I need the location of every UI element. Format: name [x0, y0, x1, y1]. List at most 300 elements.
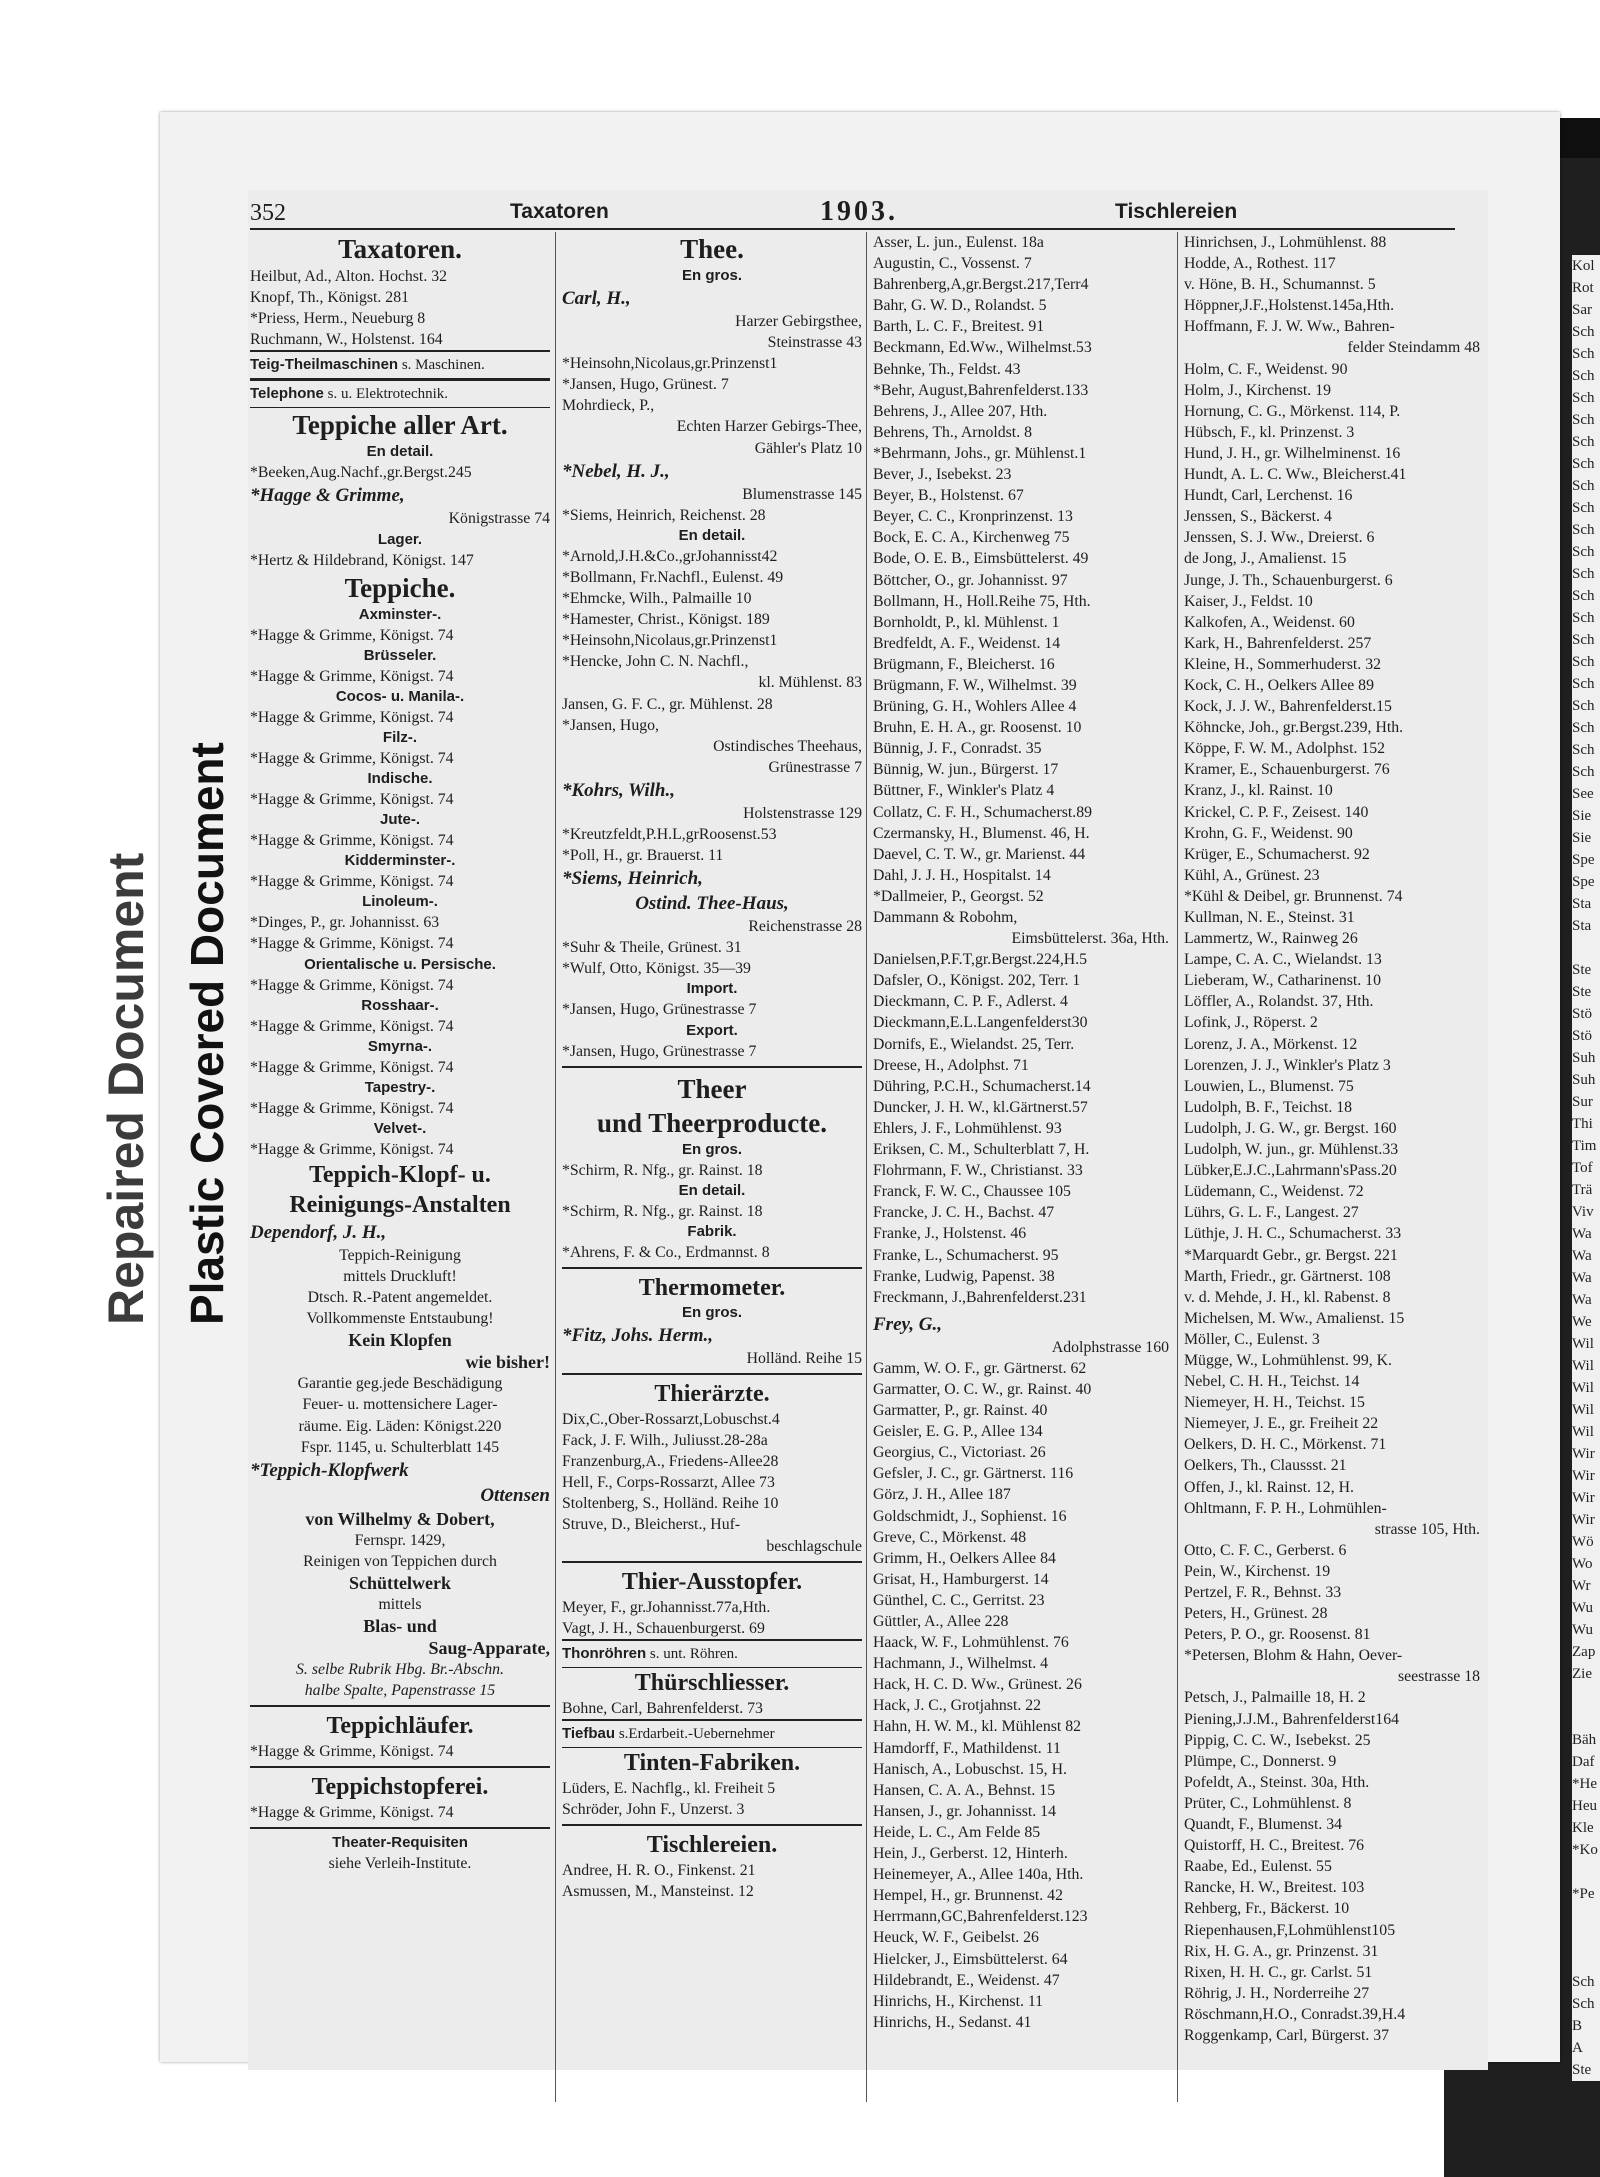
featured-entry: Ottensen	[480, 1484, 550, 1506]
directory-entry: *Hamester, Christ., Königst. 189	[562, 611, 770, 629]
entry-continuation: felder Steindamm 48	[1347, 339, 1480, 357]
directory-entry: Gefsler, J. C., gr. Gärtnerst. 116	[873, 1465, 1074, 1483]
adjacent-page-fragment: Sch	[1572, 434, 1595, 450]
directory-entry: Lieberam, W., Catharinenst. 10	[1184, 972, 1381, 990]
directory-entry: Kalkofen, A., Weidenst. 60	[1184, 613, 1355, 631]
featured-entry: *Fitz, Johs. Herm.,	[562, 1324, 713, 1346]
featured-entry: Frey, G.,	[873, 1313, 942, 1335]
cross-reference	[250, 350, 550, 379]
directory-entry: Petsch, J., Palmaille 18, H. 2	[1184, 1689, 1366, 1707]
adjacent-page-fragment: Sch	[1572, 698, 1595, 714]
directory-entry: Bever, J., Isebekst. 23	[873, 466, 1012, 484]
directory-entry: v. Höne, B. H., Schumannst. 5	[1184, 276, 1376, 294]
directory-entry: Kullman, N. E., Steinst. 31	[1184, 909, 1355, 926]
adjacent-page-fragment: *Pe	[1572, 1886, 1595, 1902]
directory-entry: Collatz, C. F. H., Schumacherst.89	[873, 803, 1092, 821]
directory-entry: Eriksen, C. M., Schulterblatt 7, H.	[873, 1141, 1090, 1159]
sidebar-main-label: Plastic Covered Document	[181, 742, 233, 1325]
directory-entry: Hack, H. C. D. Ww., Grünest. 26	[873, 1676, 1082, 1694]
directory-entry: de Jong, J., Amalienst. 15	[1184, 550, 1347, 568]
adjacent-page-fragment: Stö	[1572, 1006, 1593, 1022]
directory-entry: *Priess, Herm., Neueburg 8	[250, 310, 426, 328]
directory-entry: Hornung, C. G., Mörkenst. 114, P.	[1184, 402, 1401, 420]
adjacent-page-fragment: Wir	[1572, 1468, 1595, 1484]
directory-entry: Ehlers, J. F., Lohmühlenst. 93	[873, 1119, 1062, 1137]
directory-entry: Hansen, J., gr. Johannisst. 14	[873, 1802, 1056, 1820]
directory-entry: Brügmann, F. W., Wilhelmst. 39	[873, 676, 1077, 694]
directory-entry: Augustin, C., Vossenst. 7	[873, 255, 1032, 273]
directory-entry: Heilbut, Ad., Alton. Hochst. 32	[250, 268, 448, 285]
directory-entry: Struve, D., Bleicherst., Huf-	[562, 1516, 741, 1534]
adjacent-page-fragment: Sch	[1572, 632, 1595, 648]
cross-reference	[562, 1719, 862, 1748]
advert-line: Fernspr. 1429,	[354, 1531, 446, 1549]
directory-entry: Lofink, J., Röperst. 2	[1184, 1014, 1318, 1032]
directory-entry: *Hagge & Grimme, Königst. 74	[250, 1017, 454, 1035]
directory-entry: Bruhn, E. H. A., gr. Roosenst. 10	[873, 719, 1082, 737]
directory-entry: Dafsler, O., Königst. 202, Terr. 1	[873, 972, 1081, 990]
entry-continuation: Steinstrasse 43	[767, 334, 862, 352]
directory-entry: Lüdemann, C., Weidenst. 72	[1184, 1183, 1364, 1201]
adjacent-page-fragment: Wr	[1572, 1578, 1591, 1594]
directory-entry: Kaiser, J., Feldst. 10	[1184, 592, 1313, 610]
directory-entry: Riepenhausen,F,Lohmühlenst105	[1184, 1921, 1396, 1939]
directory-entry: Rixen, H. H. C., gr. Carlst. 51	[1184, 1963, 1373, 1981]
advert-headline: Blas- und	[363, 1616, 437, 1636]
directory-entry: Hielcker, J., Eimsbüttelerst. 64	[873, 1950, 1068, 1968]
adjacent-page-fragment: *He	[1572, 1776, 1597, 1792]
directory-entry: *Behrmann, Johs., gr. Mühlenst.1	[873, 444, 1087, 462]
directory-entry: Czermansky, H., Blumenst. 46, H.	[873, 824, 1090, 842]
section-heading: Teppiche.	[344, 572, 456, 603]
adjacent-page-fragment: Wil	[1572, 1380, 1594, 1396]
directory-entry: Lampe, C. A. C., Wielandst. 13	[1184, 951, 1382, 969]
directory-entry: Herrmann,GC,Bahrenfelderst.123	[873, 1908, 1088, 1926]
directory-entry: Behrens, J., Allee 207, Hth.	[873, 402, 1048, 420]
entry-continuation: kl. Mühlenst. 83	[758, 674, 862, 692]
subheading: Filz-.	[382, 728, 418, 746]
directory-entry: Lüders, E. Nachflg., kl. Freiheit 5	[562, 1779, 776, 1797]
section-heading: Teppichläufer.	[250, 1705, 550, 1741]
directory-entry: *Kühl & Deibel, gr. Brunnenst. 74	[1184, 887, 1403, 905]
adjacent-page-fragment: Viv	[1572, 1204, 1594, 1220]
advert-line: räume. Eig. Läden: Königst.220	[298, 1417, 502, 1435]
directory-entry: Barth, L. C. F., Breitest. 91	[873, 318, 1045, 336]
directory-entry: Kranz, J., kl. Rainst. 10	[1184, 782, 1333, 800]
section-heading: Thier-Ausstopfer.	[562, 1561, 862, 1597]
directory-entry: *Poll, H., gr. Brauerst. 11	[562, 847, 724, 865]
directory-entry: *Wulf, Otto, Königst. 35—39	[562, 960, 751, 978]
adjacent-page-fragment: We	[1572, 1314, 1592, 1330]
directory-entry: Hein, J., Gerberst. 12, Hinterh.	[873, 1845, 1068, 1863]
directory-entry: Niemeyer, J. E., gr. Freiheit 22	[1184, 1415, 1379, 1433]
adjacent-page-fragment: Sch	[1572, 1974, 1595, 1990]
subheading: Axminster-.	[358, 605, 442, 623]
directory-entry: Quistorff, H. C., Breitest. 76	[1184, 1837, 1365, 1855]
directory-entry: Hahn, H. W. M., kl. Mühlenst 82	[873, 1718, 1081, 1736]
directory-entry: *Dallmeier, P., Georgst. 52	[873, 887, 1044, 905]
adjacent-page-fragment: Spe	[1572, 874, 1595, 890]
directory-entry: Heide, L. C., Am Felde 85	[873, 1823, 1041, 1841]
entry-continuation: beschlagschule	[766, 1537, 862, 1555]
directory-entry: Bahrenberg,A,gr.Bergst.217,Terr4	[873, 276, 1089, 294]
directory-entry: Dreese, H., Adolphst. 71	[873, 1056, 1029, 1074]
directory-entry: Flohrmann, F. W., Christianst. 33	[873, 1162, 1083, 1180]
directory-entry: Hamdorff, F., Mathildenst. 11	[873, 1739, 1061, 1757]
adjacent-page-fragment: Wir	[1572, 1512, 1595, 1528]
adjacent-page-fragment: Sch	[1572, 368, 1595, 384]
entry-continuation: Echten Harzer Gebirgs-Thee,	[676, 418, 862, 436]
directory-entry: *Hagge & Grimme, Königst. 74	[250, 832, 454, 850]
adjacent-page-fragment: Wil	[1572, 1402, 1594, 1418]
directory-entry: Quandt, F., Blumenst. 34	[1184, 1816, 1343, 1834]
directory-entry: Roggenkamp, Carl, Bürgerst. 37	[1184, 2026, 1390, 2044]
column-1	[250, 232, 550, 1874]
page-header	[250, 188, 1480, 228]
directory-entry: *Hagge & Grimme, Königst. 74	[250, 1058, 454, 1076]
directory-entry: Hildebrandt, E., Weidenst. 47	[873, 1971, 1060, 1989]
adjacent-page-fragment: Ste	[1572, 962, 1592, 978]
directory-entry: Hinrichs, H., Kirchenst. 11	[873, 1992, 1044, 2010]
header-year: 1903.	[820, 196, 898, 227]
adjacent-page-fragment: Suh	[1572, 1072, 1596, 1088]
column-divider	[555, 232, 556, 2102]
featured-entry: Carl, H.,	[562, 288, 631, 309]
featured-entry: *Siems, Heinrich,	[562, 868, 703, 890]
directory-entry: Hodde, A., Rothest. 117	[1184, 255, 1336, 273]
adjacent-page-fragment: Sch	[1572, 324, 1595, 340]
adjacent-page-fragment: Tof	[1572, 1160, 1593, 1176]
directory-entry: Daevel, C. T. W., gr. Marienst. 44	[873, 845, 1086, 863]
adjacent-page-fragment: Sch	[1572, 500, 1595, 516]
directory-entry: Röhrig, J. H., Norderreihe 27	[1184, 1984, 1370, 2002]
directory-entry: Andree, H. R. O., Finkenst. 21	[562, 1862, 756, 1880]
subheading: En detail.	[678, 1181, 746, 1199]
adjacent-page-fragment	[1572, 1905, 1600, 1927]
directory-entry: Beyer, C. C., Kronprinzenst. 13	[873, 508, 1073, 526]
section-heading: Teppiche aller Art.	[292, 410, 508, 441]
cross-reference-target: s. Maschinen.	[398, 357, 485, 374]
directory-entry: Krüger, E., Schumacherst. 92	[1184, 845, 1370, 863]
directory-entry: Lübker,E.J.C.,Lahrmann'sPass.20	[1184, 1162, 1397, 1180]
section-heading: Thürschliesser.	[634, 1669, 790, 1696]
directory-entry: Rehberg, Fr., Bäckerst. 10	[1184, 1900, 1350, 1918]
directory-entry: *Jansen, Hugo,	[562, 716, 659, 734]
cross-reference-term: Telephone	[250, 385, 324, 403]
directory-entry: *Petersen, Blohm & Hahn, Oever-	[1184, 1647, 1403, 1665]
directory-entry: Ludolph, B. F., Teichst. 18	[1184, 1098, 1353, 1116]
section-heading: und Theerproducte.	[596, 1107, 828, 1138]
directory-entry: Brügmann, F., Bleicherst. 16	[873, 655, 1055, 673]
subheading: Linoleum-.	[362, 893, 438, 911]
directory-entry: Ruchmann, W., Holstenst. 164	[250, 331, 443, 349]
entry-continuation: Blumenstrasse 145	[742, 485, 862, 503]
directory-entry: *Siems, Heinrich, Reichenst. 28	[562, 506, 766, 524]
adjacent-page-fragment: Sch	[1572, 544, 1595, 560]
adjacent-page-fragment: See	[1572, 786, 1594, 802]
advert-line: Feuer- u. mottensichere Lager-	[302, 1396, 498, 1414]
adjacent-page-fragment: Kle	[1572, 1820, 1594, 1836]
directory-entry: *Hagge & Grimme, Königst. 74	[250, 873, 454, 891]
adjacent-page-fragment: Daf	[1572, 1754, 1595, 1770]
section-heading: Taxatoren.	[338, 234, 462, 264]
directory-entry: Görz, J. H., Allee 187	[873, 1486, 1011, 1504]
section-heading: Tischlereien.	[562, 1824, 862, 1860]
adjacent-page-fragment: Sie	[1572, 830, 1592, 846]
cross-reference-term: Tiefbau	[562, 1724, 616, 1742]
advert-headline: Kein Klopfen	[348, 1330, 452, 1351]
directory-entry: Garmatter, O. C. W., gr. Rainst. 40	[873, 1380, 1092, 1398]
directory-entry: Behrens, Th., Arnoldst. 8	[873, 423, 1032, 441]
adjacent-page-fragment: Sta	[1572, 896, 1592, 912]
directory-entry: Dühring, P.C.H., Schumacherst.14	[873, 1077, 1091, 1095]
adjacent-page-fragment: Bäh	[1572, 1732, 1597, 1748]
adjacent-page-fragment: Suh	[1572, 1050, 1596, 1066]
directory-entry: Lüthje, J. H. C., Schumacherst. 33	[1184, 1225, 1402, 1243]
directory-entry: Asser, L. jun., Eulenst. 18a	[873, 234, 1044, 251]
header-rule	[250, 228, 1455, 230]
directory-entry: *Kreutzfeldt,P.H.L,grRoosenst.53	[562, 825, 777, 843]
adjacent-page-fragment: Wa	[1572, 1292, 1592, 1308]
directory-entry: Lorenzen, J. J., Winkler's Platz 3	[1184, 1056, 1391, 1074]
directory-entry: Brüning, G. H., Wohlers Allee 4	[873, 698, 1077, 716]
cross-reference-target: s. u. Elektrotechnik.	[323, 386, 449, 403]
adjacent-page-fragment: Sch	[1572, 566, 1595, 582]
directory-entry: Güttler, A., Allee 228	[873, 1613, 1009, 1630]
advert-headline: von Wilhelmy & Dobert,	[305, 1508, 495, 1529]
directory-entry: Bode, O. E. B., Eimsbüttelerst. 49	[873, 550, 1089, 568]
featured-entry: *Hagge & Grimme,	[250, 485, 405, 507]
section-heading: Teppich-Klopf- u.	[309, 1161, 491, 1188]
directory-entry: Gamm, W. O. F., gr. Gärtnerst. 62	[873, 1359, 1087, 1377]
entry-continuation: Königstrasse 74	[448, 510, 550, 528]
advert-line: Reinigen von Teppichen durch	[303, 1552, 497, 1570]
directory-entry: Kark, H., Bahrenfelderst. 257	[1184, 634, 1372, 652]
directory-entry: Kühl, A., Grünest. 23	[1184, 866, 1320, 884]
directory-entry: Dahl, J. J. H., Hospitalst. 14	[873, 866, 1051, 884]
subheading: Tapestry-.	[364, 1078, 436, 1096]
directory-entry: Günthel, C. C., Gerritst. 23	[873, 1591, 1045, 1609]
adjacent-page-fragment: Wir	[1572, 1490, 1595, 1506]
directory-entry: Marth, Friedr., gr. Gärtnerst. 108	[1184, 1267, 1391, 1285]
featured-entry: *Teppich-Klopfwerk	[250, 1459, 409, 1481]
adjacent-page-fragment	[1572, 1685, 1600, 1707]
directory-entry: *Jansen, Hugo, Grünestrasse 7	[562, 1001, 757, 1019]
adjacent-page-fragment: Sch	[1572, 456, 1595, 472]
advert-line: siehe Verleih-Institute.	[328, 1855, 472, 1873]
directory-entry: Niemeyer, H. H., Teichst. 15	[1184, 1394, 1365, 1412]
featured-entry: Dependorf, J. H.,	[250, 1221, 387, 1243]
adjacent-page-fragment: Tim	[1572, 1138, 1597, 1154]
adjacent-page-fragment: Sch	[1572, 676, 1595, 692]
adjacent-page-fragment: Trä	[1572, 1182, 1593, 1198]
directory-entry: Hanisch, A., Lobuschst. 15, H.	[873, 1760, 1067, 1778]
column-divider	[866, 232, 867, 2102]
featured-entry: *Nebel, H. J.,	[562, 460, 670, 482]
directory-entry: Franck, F. W. C., Chaussee 105	[873, 1183, 1071, 1201]
directory-entry: Behnke, Th., Feldst. 43	[873, 360, 1021, 378]
directory-entry: *Bollmann, Fr.Nachfl., Eulenst. 49	[562, 568, 784, 586]
directory-entry: *Ahrens, F. & Co., Erdmannst. 8	[562, 1243, 770, 1261]
featured-entry: *Kohrs, Wilh.,	[562, 779, 675, 801]
directory-entry: Hachmann, J., Wilhelmst. 4	[873, 1655, 1049, 1673]
directory-entry: Hoffmann, F. J. W. Ww., Bahren-	[1184, 318, 1395, 336]
directory-entry: Plümpe, C., Donnerst. 9	[1184, 1752, 1337, 1770]
adjacent-page-fragment	[1572, 1707, 1600, 1729]
directory-entry: Junge, J. Th., Schauenburgerst. 6	[1184, 571, 1393, 589]
directory-entry: Hell, F., Corps-Rossarzt, Allee 73	[562, 1474, 775, 1492]
directory-entry: Ohltmann, F. P. H., Lohmühlen-	[1184, 1499, 1387, 1517]
entry-continuation: Eimsbüttelerst. 36a, Hth.	[1011, 930, 1169, 948]
directory-entry: Franke, L., Schumacherst. 95	[873, 1246, 1059, 1264]
directory-entry: *Hagge & Grimme, Königst. 74	[250, 1804, 454, 1822]
directory-entry: Krohn, G. F., Weidenst. 90	[1184, 824, 1353, 842]
directory-entry: Nebel, C. H. H., Teichst. 14	[1184, 1373, 1360, 1391]
adjacent-page-fragment: Heu	[1572, 1798, 1597, 1814]
column-4	[1184, 232, 1484, 2046]
directory-entry: Haack, W. F., Lohmühlenst. 76	[873, 1634, 1069, 1652]
section-heading: Thee.	[680, 234, 744, 264]
directory-entry: Oelkers, Th., Claussst. 21	[1184, 1457, 1347, 1475]
adjacent-page-fragment: Ste	[1572, 984, 1592, 1000]
directory-entry: Dieckmann, C. P. F., Adlerst. 4	[873, 993, 1068, 1011]
directory-entry: *Hencke, John C. N. Nachfl.,	[562, 653, 749, 671]
directory-entry: Asmussen, M., Mansteinst. 12	[562, 1883, 754, 1901]
directory-entry: Holm, J., Kirchenst. 19	[1184, 381, 1331, 399]
directory-entry: *Heinsohn,Nicolaus,gr.Prinzenst1	[562, 632, 778, 650]
adjacent-page-fragment: Sch	[1572, 346, 1595, 362]
column-2	[562, 232, 862, 1902]
directory-entry: Franke, Ludwig, Papenst. 38	[873, 1267, 1055, 1285]
directory-entry: *Schirm, R. Nfg., gr. Rainst. 18	[562, 1202, 763, 1220]
advert-line: mittels Druckluft!	[343, 1268, 457, 1286]
directory-entry: Hinrichs, H., Sedanst. 41	[873, 2013, 1032, 2031]
directory-entry: Krickel, C. P. F., Zeisest. 140	[1184, 803, 1369, 821]
adjacent-page-fragment: Wir	[1572, 1446, 1595, 1462]
directory-entry: *Dinges, P., gr. Johannisst. 63	[250, 914, 440, 932]
adjacent-page-fragment: Sta	[1572, 918, 1592, 934]
directory-entry: Garmatter, P., gr. Rainst. 40	[873, 1402, 1048, 1420]
directory-entry: Dornifs, E., Wielandst. 25, Terr.	[873, 1035, 1075, 1053]
directory-entry: Otto, C. F. C., Gerberst. 6	[1184, 1541, 1347, 1559]
section-heading: Thermometer.	[562, 1267, 862, 1303]
adjacent-page-fragment: Sch	[1572, 478, 1595, 494]
directory-entry: Lammertz, W., Rainweg 26	[1184, 930, 1358, 948]
advert-line: Vollkommenste Entstaubung!	[306, 1310, 494, 1328]
directory-entry: Hansen, C. A. A., Behnst. 15	[873, 1781, 1056, 1799]
directory-entry: Hübsch, F., kl. Prinzenst. 3	[1184, 423, 1355, 441]
directory-entry: *Jansen, Hugo, Grünest. 7	[562, 376, 729, 394]
advert-line: Garantie geg.jede Beschädigung	[297, 1375, 503, 1393]
adjacent-page-fragment: Wa	[1572, 1248, 1592, 1264]
advert-line: mittels	[378, 1595, 422, 1613]
directory-entry: Francke, J. C. H., Bachst. 47	[873, 1204, 1055, 1222]
directory-entry: Böttcher, O., gr. Johannisst. 97	[873, 571, 1068, 589]
directory-entry: *Suhr & Theile, Grünest. 31	[562, 939, 742, 957]
directory-entry: Louwien, L., Blumenst. 75	[1184, 1077, 1354, 1095]
directory-entry: Beckmann, Ed.Ww., Wilhelmst.53	[873, 339, 1092, 357]
section-heading: Thierärzte.	[562, 1373, 862, 1409]
adjacent-page-fragment: Ste	[1572, 2062, 1592, 2078]
subheading: Jute-.	[379, 811, 420, 829]
subheading: Theater-Requisiten	[250, 1827, 550, 1853]
directory-entry: Rix, H. G. A., gr. Prinzenst. 31	[1184, 1942, 1379, 1960]
adjacent-page-fragment: A	[1572, 2040, 1583, 2056]
adjacent-page-fragment: Sch	[1572, 1996, 1595, 2012]
directory-entry: *Hagge & Grimme, Königst. 74	[250, 935, 454, 953]
adjacent-page-fragment: *Ko	[1572, 1842, 1598, 1858]
directory-entry: Röschmann,H.O., Conradst.39,H.4	[1184, 2005, 1406, 2023]
advert-line: S. selbe Rubrik Hbg. Br.-Abschn.	[296, 1661, 504, 1678]
advert-headline: Schüttelwerk	[349, 1572, 451, 1593]
directory-entry: Piening,J.J.M., Bahrenfelderst164	[1184, 1710, 1399, 1728]
subheading: Kidderminster-.	[344, 852, 456, 870]
directory-entry: Mügge, W., Lohmühlenst. 99, K.	[1184, 1351, 1392, 1369]
entry-continuation: Ostindisches Theehaus,	[713, 737, 862, 755]
directory-entry: Michelsen, M. Ww., Amalienst. 15	[1184, 1309, 1405, 1327]
directory-entry: Bornholdt, P., kl. Mühlenst. 1	[873, 613, 1060, 631]
directory-entry: Dieckmann,E.L.Langenfelderst30	[873, 1014, 1088, 1032]
directory-entry: Beyer, B., Holstenst. 67	[873, 487, 1024, 505]
cross-reference-term: Teig-Theilmaschinen	[250, 356, 399, 374]
directory-entry: Köhncke, Joh., gr.Bergst.239, Hth.	[1184, 719, 1404, 737]
adjacent-page-strip	[1572, 255, 1600, 2081]
adjacent-page-fragment: Rot	[1572, 280, 1594, 296]
directory-entry: Geisler, E. G. P., Allee 134	[873, 1423, 1043, 1441]
subheading: En gros.	[681, 1303, 742, 1321]
adjacent-page-fragment	[1572, 1949, 1600, 1971]
directory-entry: Lorenz, J. A., Mörkenst. 12	[1184, 1035, 1358, 1053]
adjacent-page-fragment: Sch	[1572, 654, 1595, 670]
adjacent-page-fragment: Sie	[1572, 808, 1592, 824]
advert-line: Teppich-Reinigung	[339, 1246, 461, 1264]
subheading: Import.	[686, 980, 738, 998]
featured-entry: Ostind. Thee-Haus,	[635, 893, 789, 915]
directory-entry: *Hagge & Grimme, Königst. 74	[250, 626, 454, 644]
directory-entry: Bünnig, J. F., Conradst. 35	[873, 740, 1042, 758]
directory-entry: *Behr, August,Bahrenfelderst.133	[873, 381, 1089, 399]
directory-entry: *Hagge & Grimme, Königst. 74	[250, 1743, 454, 1761]
directory-entry: *Hertz & Hildebrand, Königst. 147	[250, 551, 474, 569]
adjacent-page-fragment: Sch	[1572, 390, 1595, 406]
directory-entry: Ludolph, J. G. W., gr. Bergst. 160	[1184, 1119, 1397, 1137]
directory-entry: *Hagge & Grimme, Königst. 74	[250, 791, 454, 809]
adjacent-page-fragment: Sch	[1572, 742, 1595, 758]
adjacent-page-fragment: Zap	[1572, 1644, 1596, 1660]
entry-continuation: strasse 105, Hth.	[1374, 1520, 1480, 1538]
directory-entry: Heinemeyer, A., Allee 140a, Hth.	[873, 1866, 1084, 1884]
entry-continuation: Adolphstrasse 160	[1051, 1338, 1169, 1356]
directory-entry: Mohrdieck, P.,	[562, 397, 655, 415]
adjacent-page-fragment: Sch	[1572, 610, 1595, 626]
adjacent-page-fragment: Wa	[1572, 1226, 1592, 1242]
directory-entry: Georgius, C., Victoriast. 26	[873, 1444, 1046, 1462]
directory-entry: Freckmann, J.,Bahrenfelderst.231	[873, 1288, 1087, 1306]
adjacent-page-fragment: Sch	[1572, 764, 1595, 780]
subheading: Smyrna-.	[367, 1037, 433, 1055]
directory-entry: Jenssen, S. J. Ww., Dreierst. 6	[1184, 529, 1375, 547]
subheading: Export.	[686, 1021, 738, 1039]
directory-entry: Heuck, W. F., Geibelst. 26	[873, 1929, 1039, 1947]
directory-entry: Stoltenberg, S., Holländ. Reihe 10	[562, 1495, 779, 1513]
adjacent-page-fragment: Wu	[1572, 1600, 1594, 1616]
entry-continuation: seestrasse 18	[1397, 1668, 1480, 1686]
directory-entry: Pein, W., Kirchenst. 19	[1184, 1562, 1331, 1580]
directory-entry: *Hagge & Grimme, Königst. 74	[250, 708, 454, 726]
section-heading: Theer	[562, 1066, 862, 1106]
subheading: Rosshaar-.	[361, 996, 439, 1014]
directory-entry: Grisat, H., Hamburgerst. 14	[873, 1570, 1049, 1588]
